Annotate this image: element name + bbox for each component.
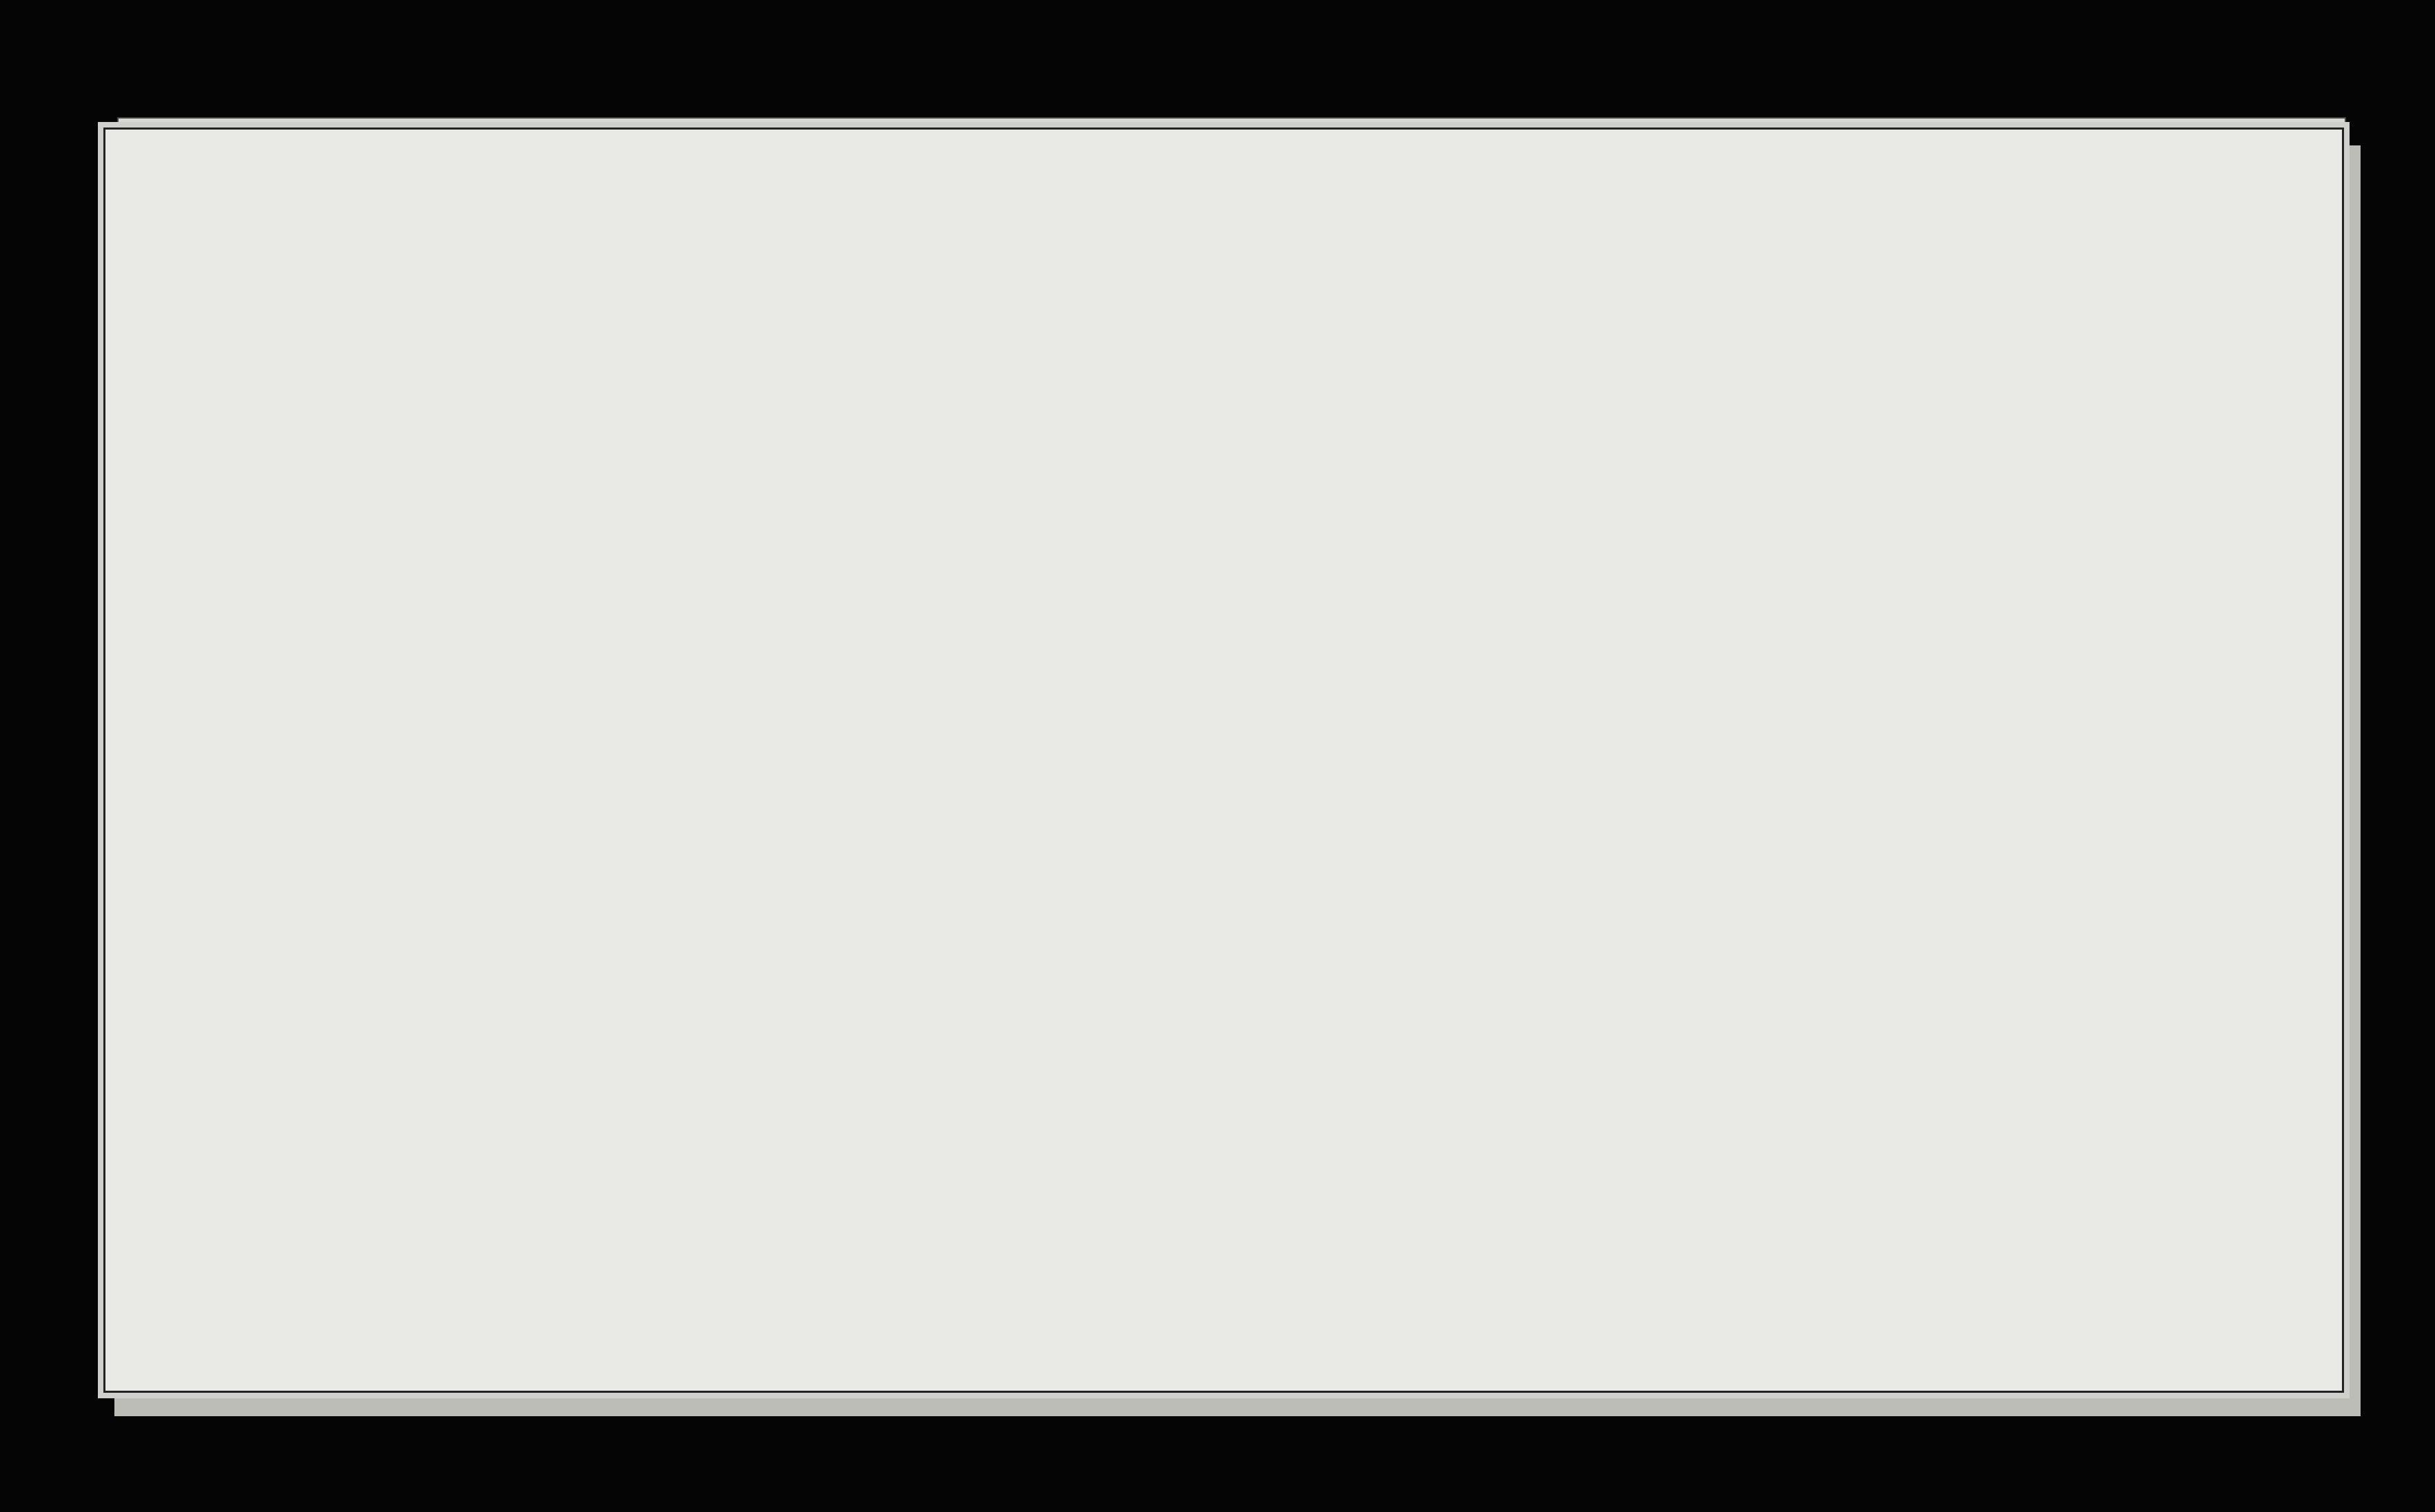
census-card <box>103 127 2344 1393</box>
